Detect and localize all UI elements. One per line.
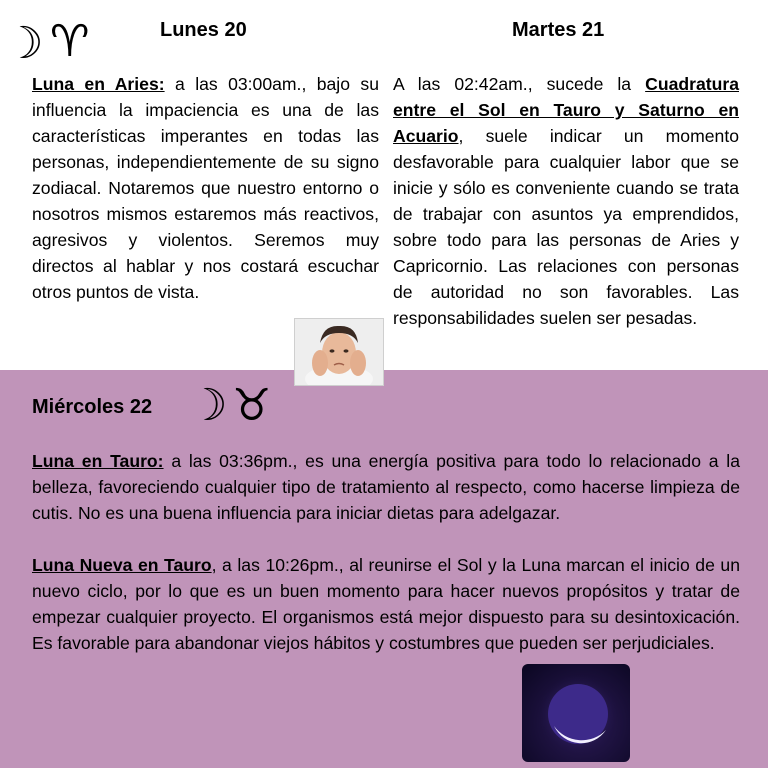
day-title-martes: Martes 21	[512, 19, 605, 41]
crescent-moon-icon: ☽	[188, 380, 228, 431]
miercoles-paragraph-1: Luna en Tauro: a las 03:36pm., es una energía positiva para todo lo relacionado a la belleza, favoreciendo cualquier tipo de tratamiento al respecto, como hacerse limpieza de cutis. No es una buena influencia para iniciar dietas para adelgazar.	[32, 451, 741, 523]
day-title-miercoles: Miércoles 22	[32, 396, 153, 418]
crescent-moon-photo	[522, 664, 630, 762]
crescent-moon-icon: ☽	[4, 18, 44, 69]
miercoles-paragraph-2: Luna Nueva en Tauro, a las 10:26pm., al reunirse el Sol y la Luna marcan el inicio de un nuevo ciclo, por lo que es un buen momento para hacer nuevos propósitos y tratar de empezar cualquier proyecto. El organismos está mejor dispuesto para su desintoxicación. Es favorable para abandonar viejos hábitos y costumbres que pueden ser perjudiciales.	[32, 555, 740, 653]
aries-sign-icon: ♈︎	[50, 16, 90, 67]
martes-paragraph: A las 02:42am., sucede la Cuadratura entre el Sol en Tauro y Saturno en Acuario, suele indicar un momento desfavorable para cualquier labor que se inicie y sólo es conveniente cuando se trata de trabajar con asuntos ya emprendidos, sobre todo para las personas de Aries y Capricornio. Las relaciones con personas de autoridad no son favorables. Las responsabilidades suelen ser pesadas.	[393, 74, 739, 328]
highlight-cuadratura: Cuadratura entre el Sol en Tauro y Saturno en Acuario	[393, 74, 739, 146]
taurus-sign-icon: ♉︎	[232, 380, 272, 431]
highlight-luna-nueva-en-tauro: Luna Nueva en Tauro	[32, 555, 212, 575]
highlight-luna-en-aries: Luna en Aries:	[32, 74, 165, 94]
highlight-luna-en-tauro: Luna en Tauro:	[32, 451, 164, 471]
day-title-lunes: Lunes 20	[160, 19, 247, 41]
worried-person-photo	[294, 318, 384, 386]
lunes-paragraph: Luna en Aries: a las 03:00am., bajo su influencia la impaciencia es una de las características imperantes en todas las personas, independientemente de su signo zodiacal. Notaremos que nuestro entorno o nosotros mismos estaremos más reactivos, agresivos y violentos. Seremos muy directos al hablar y nos costará escuchar otros puntos de vista.	[32, 74, 379, 302]
